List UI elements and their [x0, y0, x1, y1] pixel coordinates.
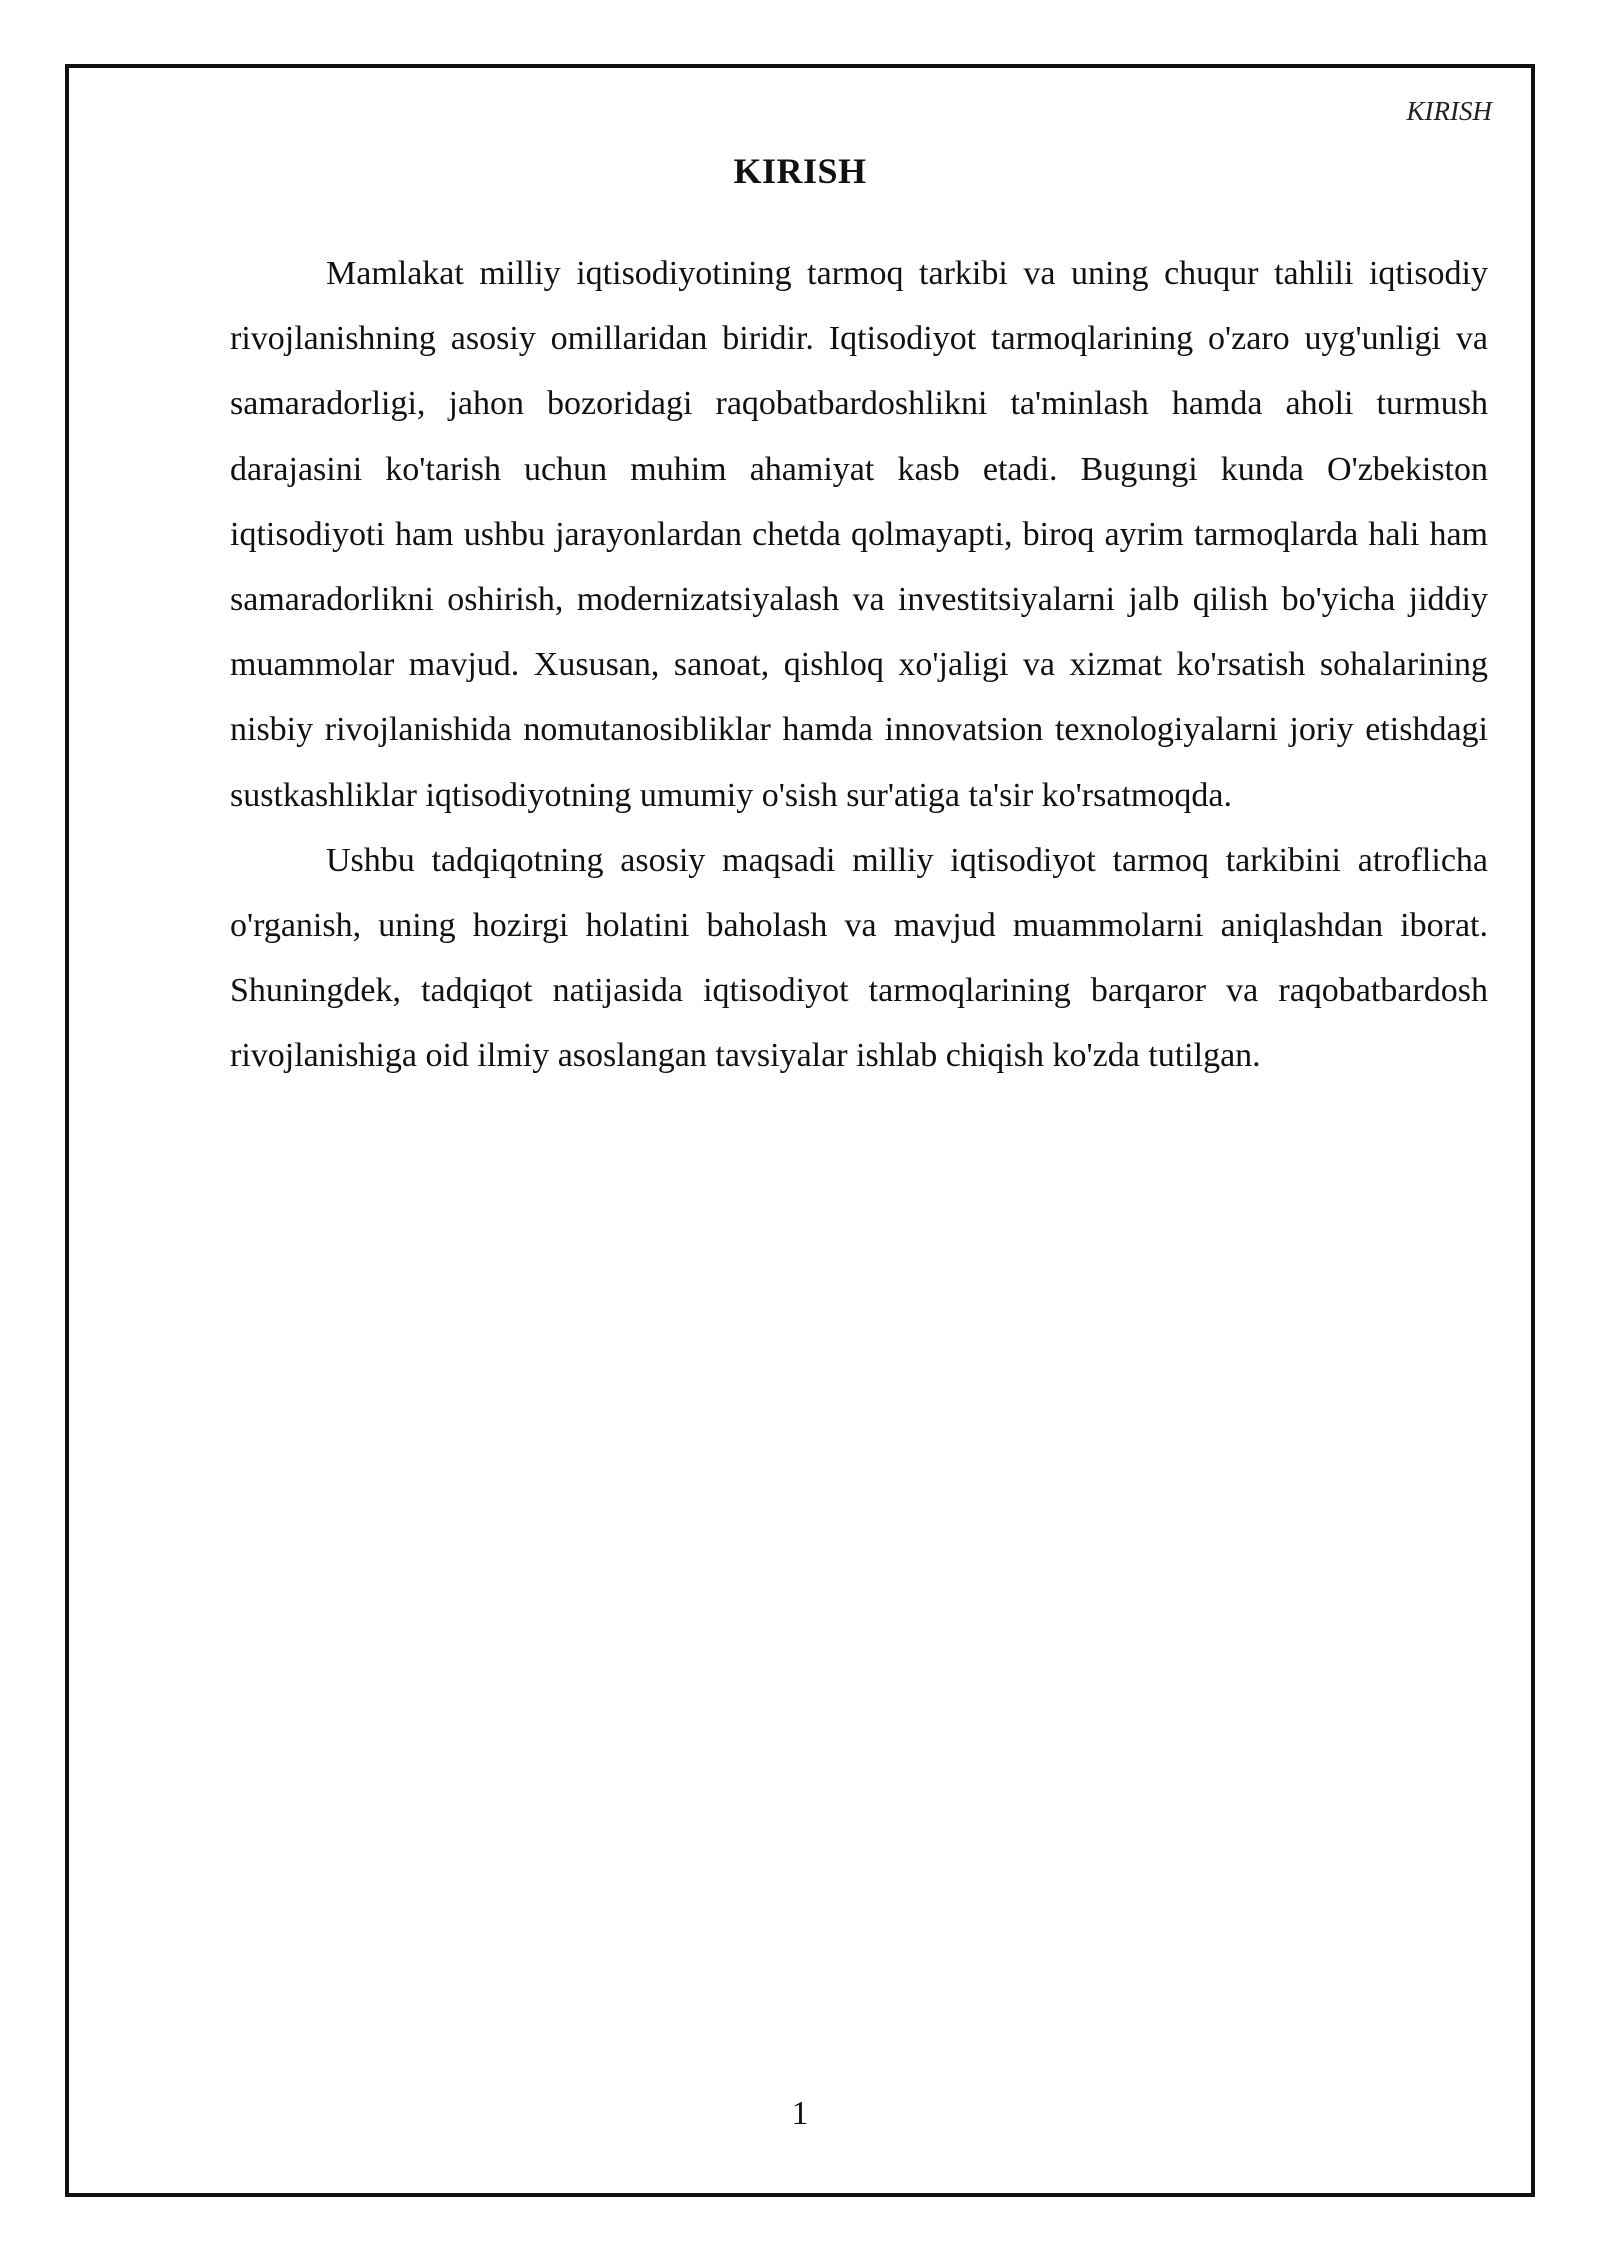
- document-title: KIRISH: [733, 151, 867, 191]
- running-header: KIRISH: [1406, 96, 1492, 126]
- paragraph-2: Ushbu tadqiqotning asosiy maqsadi milliy iqtisodiyot tarmoq tarkibini atroflicha o'rganish, uning hozirgi holatini baholash va mavjud muammolarni aniqlashdan iborat. Shuningdek, tadqiqot natijasida iqtisodiyot tarmoqlarining barqaror va raqobatbardosh rivojlanishiga oid ilmiy asoslangan tavsiyalar ishlab chiqish ko'zda tutilgan.: [230, 841, 1488, 1075]
- page-number: 1: [791, 2095, 809, 2132]
- document-body: [230, 241, 1488, 1089]
- paragraph-1: Mamlakat milliy iqtisodiyotining tarmoq tarkibi va uning chuqur tahlili iqtisodiy rivojlanishning asosiy omillaridan biridir. Iqtisodiyot tarmoqlarining o'zaro uyg'unligi va samaradorligi, jahon bozoridagi raqobatbardoshlikni ta'minlash hamda aholi turmush darajasini ko'tarish uchun muhim ahamiyat kasb etadi. Bugungi kunda O'zbekiston iqtisodiyoti ham ushbu jarayonlardan chetda qolmayapti, biroq ayrim tarmoqlarda hali ham samaradorlikni oshirish, modernizatsiyalash va investitsiyalarni jalb qilish bo'yicha jiddiy muammolar mavjud. Xususan, sanoat, qishloq xo'jaligi va xizmat ko'rsatish sohalarining nisbiy rivojlanishida nomutanosibliklar hamda innovatsion texnologiyalarni joriy etishdagi sustkashliklar iqtisodiyotning umumiy o'sish sur'atiga ta'sir ko'rsatmoqda.: [230, 255, 1488, 814]
